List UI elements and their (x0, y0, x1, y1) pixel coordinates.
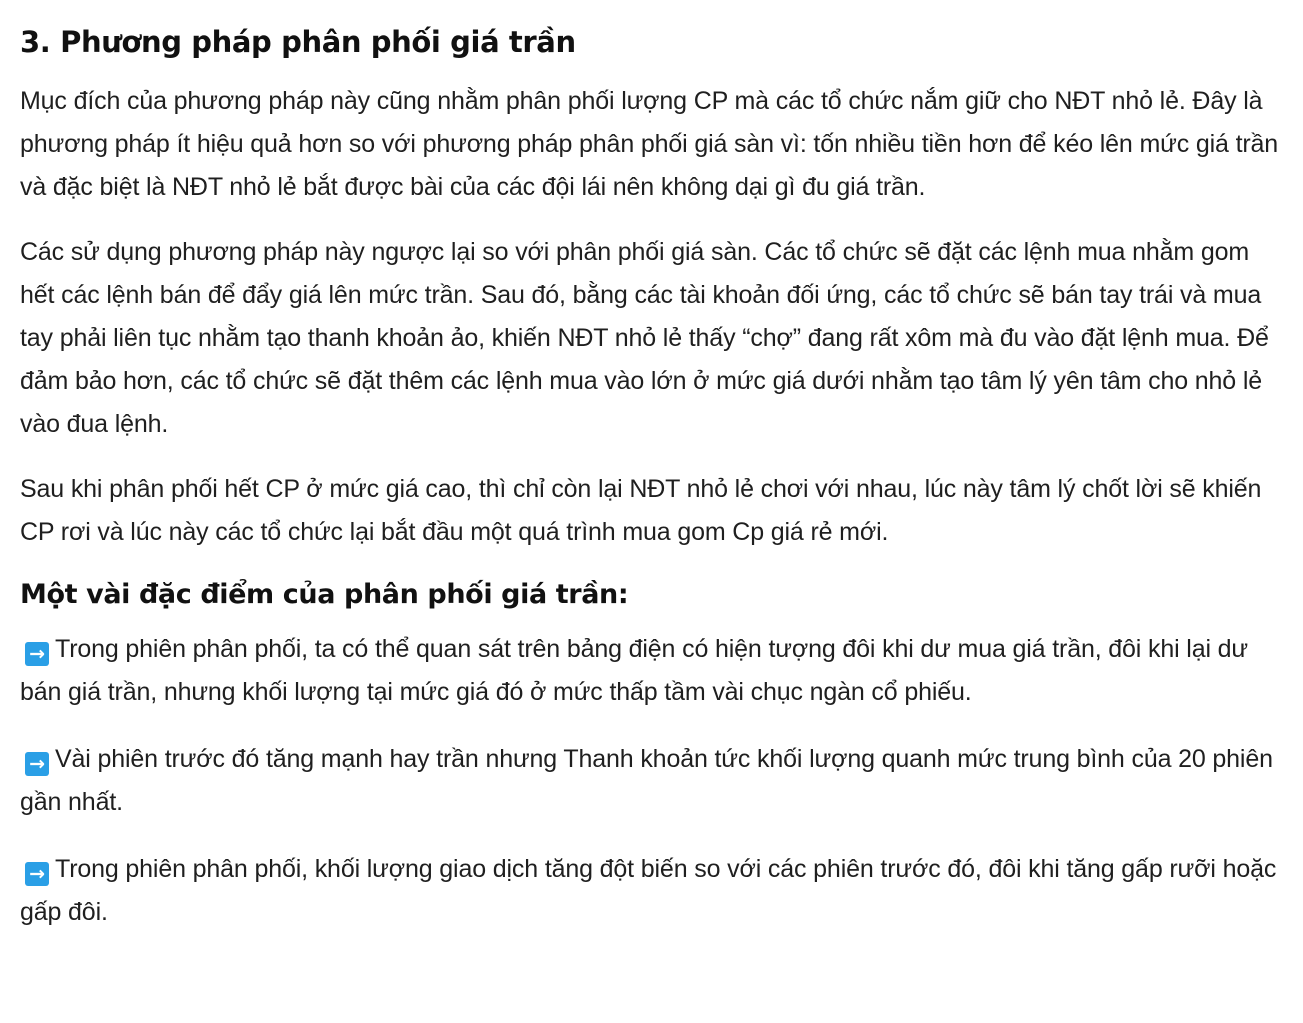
feature-item-text: Trong phiên phân phối, khối lượng giao dịch tăng đột biến so với các phiên trước đó, đôi khi tăng gấp rưỡi hoặc gấp đôi. (20, 855, 1277, 926)
feature-item-text: Trong phiên phân phối, ta có thể quan sát trên bảng điện có hiện tượng đôi khi dư mua giá trần, đôi khi lại dư bán giá trần, nhưng khối lượng tại mức giá đó ở mức thấp tầm vài chục ngàn cổ phiếu. (20, 635, 1249, 706)
paragraph-purpose: Mục đích của phương pháp này cũng nhằm phân phối lượng CP mà các tổ chức nắm giữ cho NĐT nhỏ lẻ. Đây là phương pháp ít hiệu quả hơn so với phương pháp phân phối giá sàn vì: tốn nhiều tiền hơn để kéo lên mức giá trần và đặc biệt là NĐT nhỏ lẻ bắt được bài của các đội lái nên không dại gì đu giá trần. (20, 87, 1279, 201)
feature-item (20, 628, 1283, 714)
feature-item-text: Vài phiên trước đó tăng mạnh hay trần nhưng Thanh khoản tức khối lượng quanh mức trung bình của 20 phiên gần nhất. (20, 745, 1273, 816)
paragraph-method: Các sử dụng phương pháp này ngược lại so với phân phối giá sàn. Các tổ chức sẽ đặt các lệnh mua nhằm gom hết các lệnh bán để đẩy giá lên mức trần. Sau đó, bằng các tài khoản đối ứng, các tổ chức sẽ bán tay trái và mua tay phải liên tục nhằm tạo thanh khoản ảo, khiến NĐT nhỏ lẻ thấy “chợ” đang rất xôm mà đu vào đặt lệnh mua. Để đảm bảo hơn, các tổ chức sẽ đặt thêm các lệnh mua vào lớn ở mức giá dưới nhằm tạo tâm lý yên tâm cho nhỏ lẻ vào đua lệnh. (20, 238, 1269, 438)
section-heading: 3. Phương pháp phân phối giá trần (20, 25, 576, 59)
right-arrow-icon: → (25, 862, 49, 886)
right-arrow-icon: → (25, 752, 49, 776)
feature-item (20, 848, 1283, 934)
paragraph-aftermath: Sau khi phân phối hết CP ở mức giá cao, thì chỉ còn lại NĐT nhỏ lẻ chơi với nhau, lúc này tâm lý chốt lời sẽ khiến CP rơi và lúc này các tổ chức lại bắt đầu một quá trình mua gom Cp giá rẻ mới. (20, 475, 1262, 546)
right-arrow-icon: → (25, 642, 49, 666)
features-heading: Một vài đặc điểm của phân phối giá trần: (20, 579, 629, 610)
feature-item (20, 738, 1283, 824)
